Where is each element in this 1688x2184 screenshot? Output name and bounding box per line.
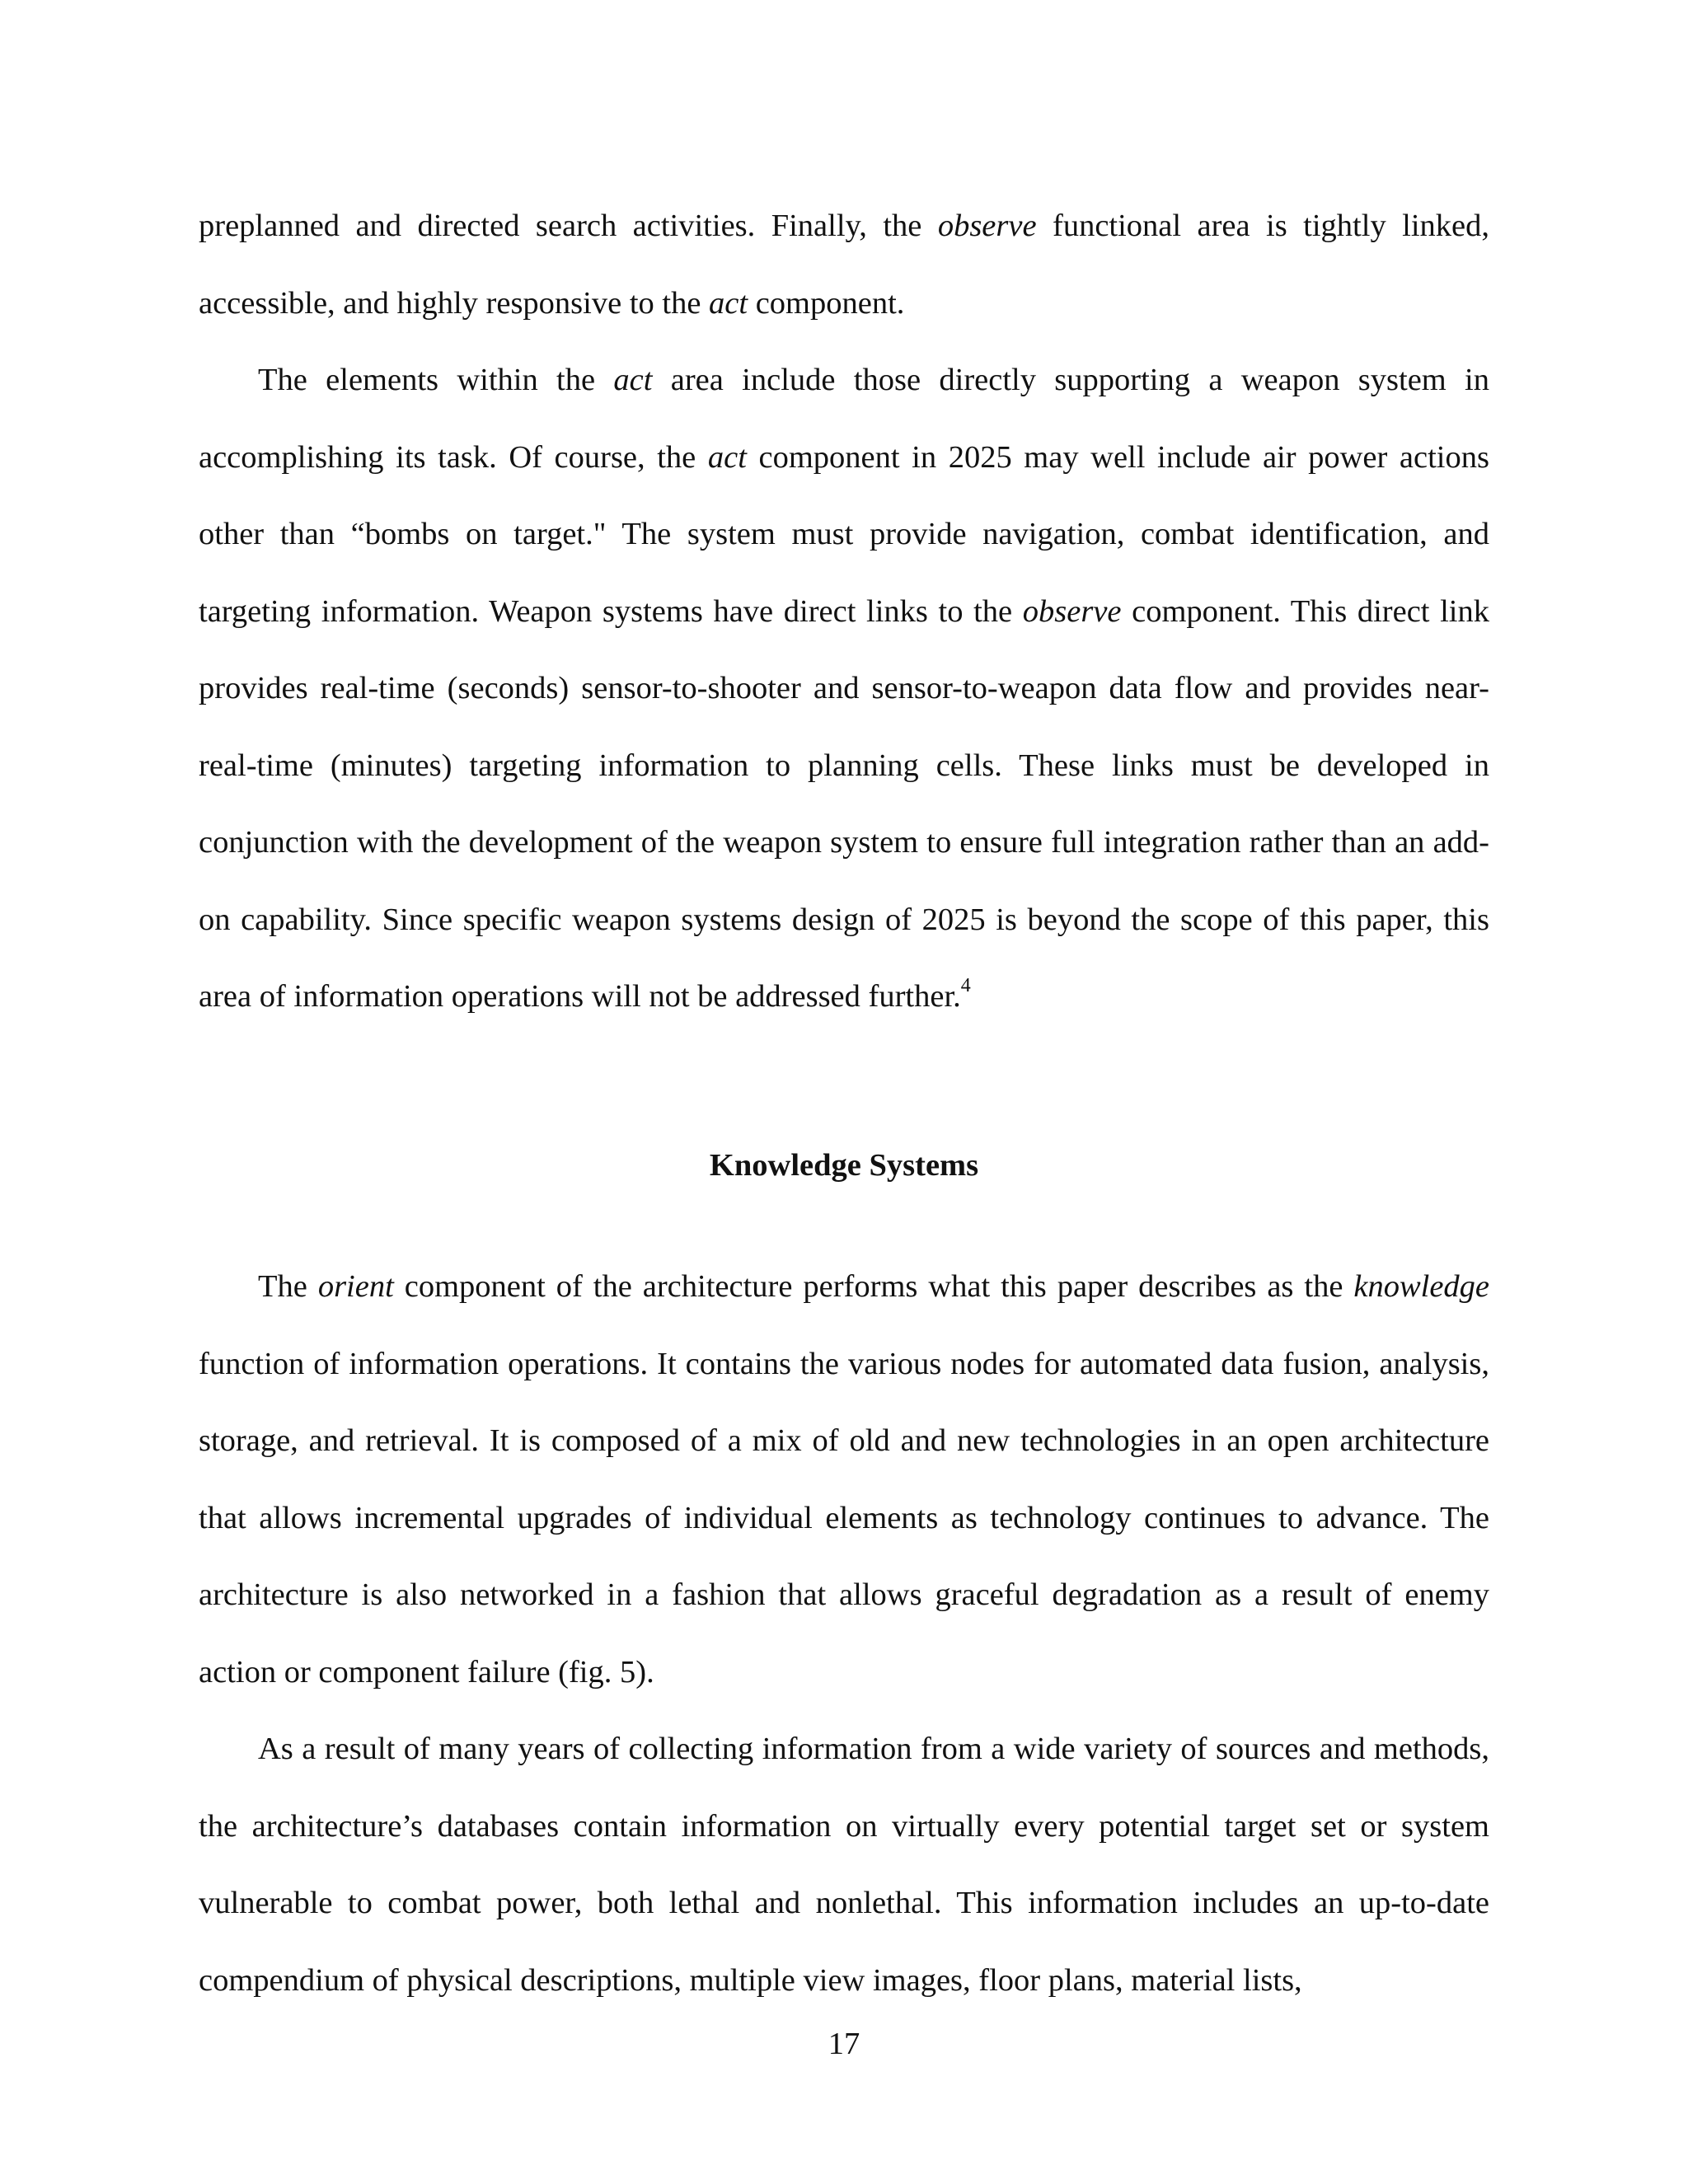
page-number: 17 [828, 2027, 860, 2061]
page-body [199, 188, 1489, 2133]
footnote-marker: 4 [960, 975, 971, 996]
paragraph-4: As a result of many years of collecting information from a wide variety of sources and methods, the architecture’s databases contain information on virtually every potential target set or system vulnerable to combat power, both lethal and nonlethal. This information includes an up-to-date compendium of physical descriptions, multiple view images, floor plans, material lists, [199, 1732, 1489, 1998]
paragraph-3: The orient component of the architecture performs what this paper describes as the knowledge function of information operations. It contains the various nodes for automated data fusion, analysis, storage, and retrieval. It is composed of a mix of old and new technologies in an open architecture that allows incremental upgrades of individual elements as technology continues to advance. The architecture is also networked in a fashion that allows graceful degradation as a result of enemy action or component failure (fig. 5). [199, 1269, 1489, 1690]
section-heading: Knowledge Systems [709, 1148, 979, 1183]
paragraph-1: preplanned and directed search activities. Finally, the observe functional area is tightly linked, accessible, and highly responsive to the act component. [199, 209, 1489, 321]
paragraph-2: The elements within the act area include those directly supporting a weapon system in accomplishing its task. Of course, the act component in 2025 may well include air power actions other than “bombs on target." The system must provide navigation, combat identification, and targeting information. Weapon systems have direct links to the observe component. This direct link provides real-time (seconds) sensor-to-shooter and sensor-to-weapon data flow and provides near-real-time (minutes) targeting information to planning cells. These links must be developed in conjunction with the development of the weapon system to ensure full integration rather than an add-on capability. Since specific weapon systems design of 2025 is beyond the scope of this paper, this area of information operations will not be addressed further.$^4$ [199, 363, 1490, 1014]
